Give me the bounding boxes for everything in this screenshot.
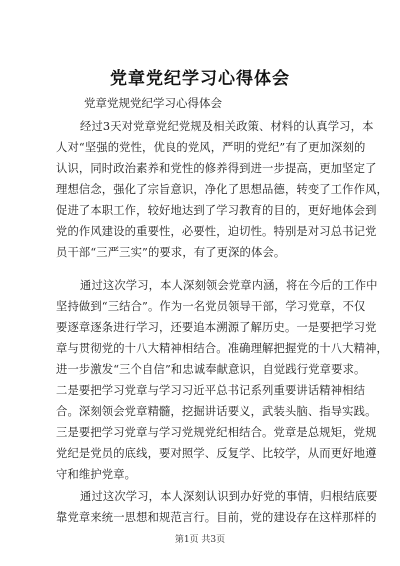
paragraph-line: 合。深刻领会党章精髓，挖掘讲话要义，武装头脑、指导实践。 bbox=[56, 405, 377, 418]
paragraph-line: 三是要把学习党章与学习党规党纪相结合。党章是总规矩，党规 bbox=[56, 426, 377, 439]
document-title: 党章党纪学习心得体会 bbox=[110, 69, 290, 89]
paragraph-line: 党的作风建设的重要性，必要性，迫切性。特别是对习总书记党 bbox=[56, 225, 377, 238]
paragraph-line: 二是要把学习党章与学习习近平总书记系列重要讲话精神相结 bbox=[56, 384, 366, 397]
paragraph-line: 人对“坚强的党性，优良的党风，严明的党纪”有了更加深刻的 bbox=[56, 141, 366, 154]
paragraph-line: 坚持做到“三结合”。作为一名党员领导干部，学习党章，不仅 bbox=[56, 300, 366, 313]
paragraph-line: 章与贯彻党的十八大精神相结合。准确理解把握党的十八大精神， bbox=[56, 342, 388, 355]
paragraph-line: 经过3天对党章党纪党规及相关政策、材料的认真学习，本 bbox=[80, 120, 374, 133]
paragraph-line: 促进了本职工作，较好地达到了学习教育的目的，更好地体会到 bbox=[56, 204, 377, 217]
paragraph-line: 员干部“三严三实”的要求，有了更深的体会。 bbox=[56, 246, 286, 259]
document-subtitle: 党章党规党纪学习心得体会 bbox=[84, 96, 222, 110]
page-footer: 第1页 共3页 bbox=[174, 535, 226, 545]
paragraph-line: 进一步激发“三个自信”和忠诚奉献意识，自觉践行党章要求。 bbox=[56, 363, 366, 376]
paragraph-line: 理想信念，强化了宗旨意识，净化了思想品德，转变了工作作风， bbox=[56, 183, 388, 196]
paragraph-line: 党纪是党员的底线，要对照学、反复学、比较学，从而更好地遵 bbox=[56, 447, 377, 460]
paragraph-line: 通过这次学习，本人深刻领会党章内涵，将在今后的工作中 bbox=[80, 279, 378, 292]
paragraph-line: 守和维护党章。 bbox=[56, 468, 137, 481]
paragraph-line: 认识，同时政治素养和党性的修养得到进一步提高，更加坚定了 bbox=[56, 162, 377, 175]
paragraph-line: 靠党章来统一思想和规范言行。目前，党的建设存在这样那样的 bbox=[56, 511, 377, 524]
paragraph-line: 要逐章逐条进行学习，还要追本溯源了解历史。一是要把学习党 bbox=[56, 321, 377, 334]
paragraph-line: 通过这次学习，本人深刻认识到办好党的事情，归根结底要 bbox=[80, 490, 378, 503]
